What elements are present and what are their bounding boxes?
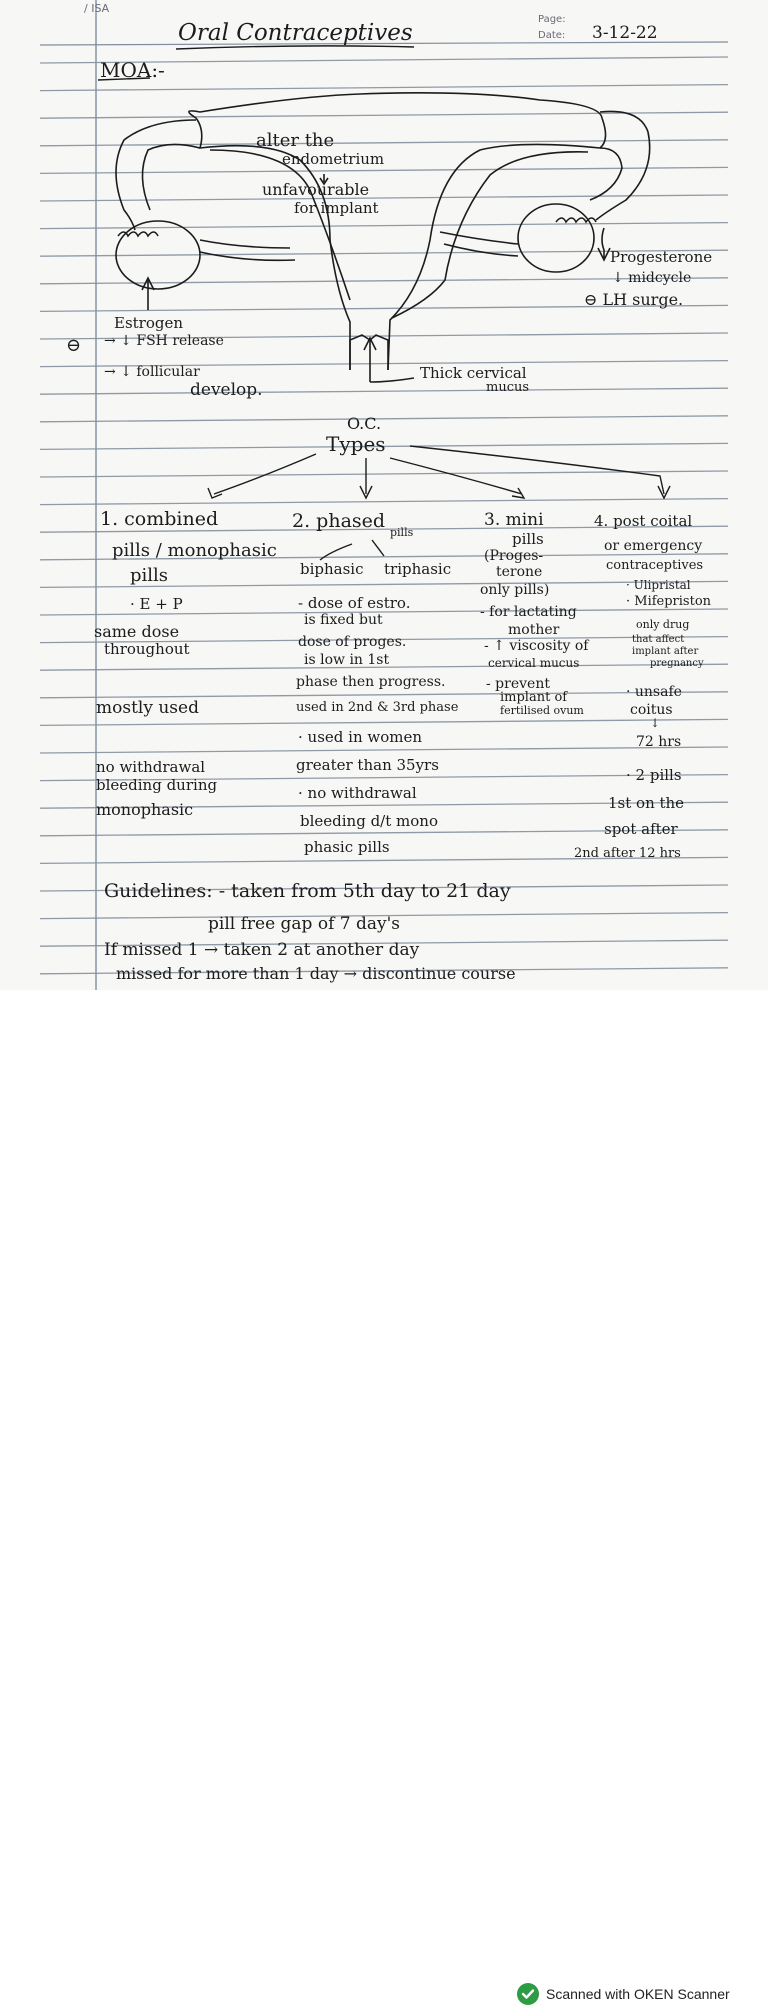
guidelines-line-1: Guidelines: - taken from 5th day to 21 day <box>104 880 511 902</box>
type-2-sub-1: biphasic <box>300 560 364 578</box>
type-1-point-6: bleeding during <box>96 776 218 794</box>
type-4-point-13: spot after <box>604 820 678 838</box>
type-3-heading-3: (Proges- <box>484 548 544 564</box>
type-4-heading-2: or emergency <box>604 538 703 554</box>
type-2-point-3: dose of proges. <box>298 634 407 650</box>
types-label: Types <box>326 432 386 456</box>
type-2-point-5: phase then progress. <box>296 674 446 690</box>
cervical-note-line-1: Thick cervical <box>420 364 527 382</box>
type-4-point-7: · unsafe <box>626 684 682 700</box>
type-4-point-1: · Ulipristal <box>626 578 691 592</box>
scanner-label: Scanned with OKEN Scanner <box>546 1986 730 2002</box>
type-3-point-2: mother <box>508 622 560 638</box>
progesterone-note-line-1: Progesterone <box>610 248 713 266</box>
guidelines-line-2: pill free gap of 7 day's <box>208 914 401 934</box>
type-1-point-5: no withdrawal <box>96 758 206 776</box>
uterus-note-line-2: endometrium <box>282 150 385 168</box>
page-label: Page: <box>538 14 566 25</box>
guidelines-line-4: missed for more than 1 day → discontinue course <box>116 964 516 983</box>
type-4-point-14: 2nd after 12 hrs <box>574 846 681 861</box>
guidelines-line-3: If missed 1 → taken 2 at another day <box>104 940 420 960</box>
estrogen-note-line-2: → ↓ FSH release <box>104 333 224 349</box>
type-4-heading-1: 4. post coital <box>594 512 693 530</box>
type-4-point-8: coitus <box>630 702 673 718</box>
type-4-point-9: ↓ <box>650 716 661 730</box>
type-2-point-11: phasic pills <box>304 838 390 856</box>
scanner-logo-icon <box>516 1982 540 2006</box>
type-1-point-7: monophasic <box>96 800 194 819</box>
type-4-point-5: implant after <box>632 646 699 657</box>
type-2-point-4: is low in 1st <box>304 652 390 668</box>
type-3-point-6: implant of <box>500 690 568 705</box>
type-1-heading-2: pills / monophasic <box>112 540 277 561</box>
type-4-point-2: · Mifepriston <box>626 594 712 609</box>
type-3-point-5: - prevent <box>486 676 550 692</box>
type-4-point-10: 72 hrs <box>636 734 682 750</box>
type-1-point-3: throughout <box>104 640 190 658</box>
type-2-point-2: is fixed but <box>304 612 383 628</box>
type-2-point-10: bleeding d/t mono <box>300 812 438 830</box>
type-4-point-4: that affect <box>632 634 685 645</box>
type-3-point-3: - ↑ viscosity of <box>484 638 589 654</box>
type-3-point-7: fertilised ovum <box>500 704 584 717</box>
type-4-heading-3: contraceptives <box>606 558 704 573</box>
notebook-page <box>0 0 768 990</box>
type-2-point-8: greater than 35yrs <box>296 756 439 774</box>
date-label: Date: <box>538 30 566 41</box>
type-3-point-4: cervical mucus <box>488 656 580 670</box>
type-1-point-2: same dose <box>94 622 180 641</box>
type-2-point-7: · used in women <box>298 728 422 746</box>
type-1-heading-3: pills <box>130 565 169 586</box>
type-1-heading-1: 1. combined <box>100 508 219 530</box>
estrogen-note-line-1: Estrogen <box>114 314 184 332</box>
estrogen-note-line-3: → ↓ follicular <box>104 364 200 380</box>
type-2-point-6: used in 2nd & 3rd phase <box>296 700 459 715</box>
corner-mark: / ISA <box>84 2 110 15</box>
type-3-heading-4: terone <box>496 564 543 580</box>
type-2-point-9: · no withdrawal <box>298 784 417 802</box>
type-2-point-1: - dose of estro. <box>298 594 411 612</box>
page-title: Oral Contraceptives <box>178 20 413 46</box>
progesterone-note-line-3: ⊖ LH surge. <box>584 290 684 309</box>
type-4-point-3: only drug <box>636 618 690 631</box>
type-2-sub-2: triphasic <box>384 560 452 578</box>
type-4-point-12: 1st on the <box>608 794 685 812</box>
type-1-point-1: · E + P <box>130 595 183 613</box>
scanner-badge <box>516 1982 730 2006</box>
type-1-point-4: mostly used <box>96 698 199 718</box>
type-3-heading-5: only pills) <box>480 582 550 598</box>
moa-label: MOA:- <box>100 58 165 82</box>
type-3-point-1: - for lactating <box>480 604 577 620</box>
type-3-heading-2: pills <box>512 530 544 548</box>
uterus-note-line-4: for implant <box>294 199 379 217</box>
type-2-heading-2: pills <box>390 526 414 539</box>
uterus-note-line-3: unfavourable <box>262 180 370 199</box>
type-3-heading-1: 3. mini <box>484 510 544 530</box>
estrogen-note-line-4: develop. <box>190 380 263 400</box>
scan-footer <box>0 990 768 2002</box>
date-value: 3-12-22 <box>592 23 658 43</box>
type-2-heading-1: 2. phased <box>292 510 386 532</box>
type-4-point-6: pregnancy <box>650 658 704 669</box>
uterus-note-line-1: alter the <box>256 130 335 151</box>
oc-label: O.C. <box>347 414 382 433</box>
cervical-note-line-2: mucus <box>486 380 530 395</box>
progesterone-note-line-2: ↓ midcycle <box>612 270 692 286</box>
type-4-point-11: · 2 pills <box>626 766 682 784</box>
minus-sign: ⊖ <box>66 335 82 356</box>
